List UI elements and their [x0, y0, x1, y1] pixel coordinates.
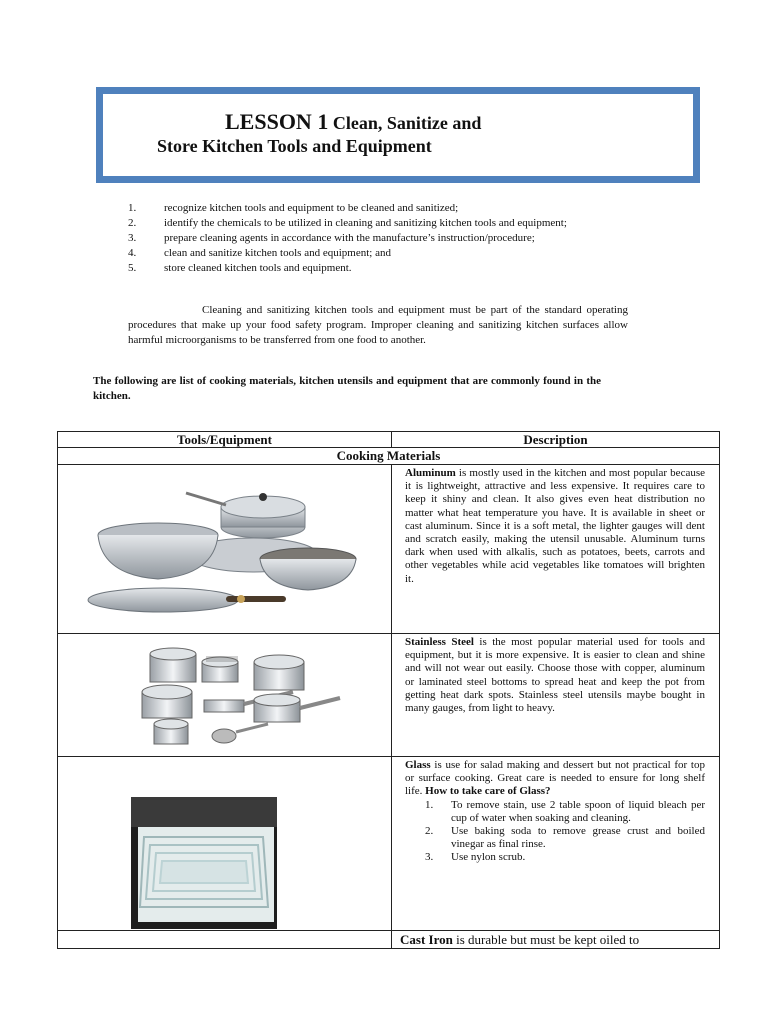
- aluminum-cookware-image: [58, 465, 390, 631]
- section-title-cooking-materials: Cooking Materials: [58, 448, 720, 465]
- glass-baking-dishes-image: [58, 757, 390, 929]
- lesson-title-line2: Store Kitchen Tools and Equipment: [157, 136, 432, 156]
- aluminum-image-cell: [58, 465, 392, 634]
- column-header-tools: Tools/Equipment: [58, 432, 392, 448]
- list-item: 4. clean and sanitize kitchen tools and equipment; and: [128, 247, 391, 259]
- table-lead-paragraph: The following are list of cooking materials, kitchen utensils and equipment that are commonly found in the kitchen.: [93, 375, 601, 402]
- objectives-list: [128, 201, 620, 276]
- glass-care-steps: [405, 799, 705, 865]
- glass-image-cell: [58, 757, 392, 931]
- tools-equipment-table: [57, 431, 720, 949]
- lesson-title-part1: Clean, Sanitize and: [328, 113, 482, 133]
- stainless-steel-cookware-image: [58, 634, 390, 754]
- intro-paragraph: Cleaning and sanitizing kitchen tools and equipment must be part of the standard operating procedures that make up your food safety program. Improper cleaning and sanitizing kitchen surfaces allow harmful microorganisms to be transferred from one food to another.: [128, 304, 628, 346]
- lesson-title-line1: [225, 109, 481, 135]
- column-header-description: Description: [392, 432, 720, 448]
- list-item: 2. identify the chemicals to be utilized in cleaning and sanitizing kitchen tools and equipment;: [128, 217, 567, 229]
- list-item: 2. Use baking soda to remove grease crust and boiled vinegar as final rinse.: [425, 825, 705, 851]
- table-row: [58, 634, 720, 757]
- table-row: [58, 757, 720, 931]
- lesson-title-frame: [101, 92, 695, 178]
- list-item: 3. Use nylon scrub.: [425, 851, 526, 864]
- table-header-row: [58, 432, 720, 448]
- term-glass: Glass: [405, 759, 431, 771]
- section-row: [58, 448, 720, 465]
- aluminum-description: Aluminum is mostly used in the kitchen and most popular because it is lightweight, attractive and less expensive. It requires care to keep it shiny and clean. It also gives even heat distribution no matter what heat temperature you have. It is available in sheet or cast aluminum. Since it is a soft metal, the lighter gauges will dent and scratch easily, making the utensil unusable. Aluminum turns dark when used with alkalis, such as potatoes, beets, carrots and other vegetables while acid vegetables like tomatoes will brighten it.: [392, 465, 720, 634]
- table-row: [58, 931, 720, 949]
- cast-iron-image-cell: [58, 931, 392, 949]
- list-item: 5. store cleaned kitchen tools and equipment.: [128, 262, 352, 274]
- lesson-title-banner: [96, 87, 700, 183]
- list-item: 1. recognize kitchen tools and equipment to be cleaned and sanitized;: [128, 202, 459, 214]
- stainless-steel-description: Stainless Steel is the most popular material used for tools and equipment, but it is more expensive. It is easier to clean and shine and will not wear out easily. Choose those with copper, aluminum or laminated steel bottoms to spread heat and keep the pot from getting heat dark spots. Stainless steel utensils maybe bought in many gauges, from light to heavy.: [392, 634, 720, 757]
- glass-description: Glass is use for salad making and dessert but not practical for top or surface cooking. Great care is needed to ensure for long shelf life. How to take care of Glass? 1. To remove stain, use 2 table spoon of liquid bleach per cup of water when soaking and cleaning. 2. Use baking soda to remove grease crust and boiled vinegar as final rinse. 3. Use nylon scrub.: [392, 757, 720, 931]
- list-item: 3. prepare cleaning agents in accordance with the manufacture’s instruction/procedure;: [128, 232, 535, 244]
- term-aluminum: Aluminum: [405, 467, 456, 479]
- term-stainless-steel: Stainless Steel: [405, 636, 474, 648]
- glass-care-heading: How to take care of Glass?: [425, 785, 551, 798]
- term-cast-iron: Cast Iron: [400, 932, 453, 947]
- lesson-number: LESSON 1: [225, 109, 329, 134]
- cast-iron-description: Cast Iron is durable but must be kept oiled to: [392, 931, 720, 949]
- list-item: 1. To remove stain, use 2 table spoon of liquid bleach per cup of water when soaking and cleaning.: [425, 798, 705, 824]
- table-row: [58, 465, 720, 634]
- stainless-steel-image-cell: [58, 634, 392, 757]
